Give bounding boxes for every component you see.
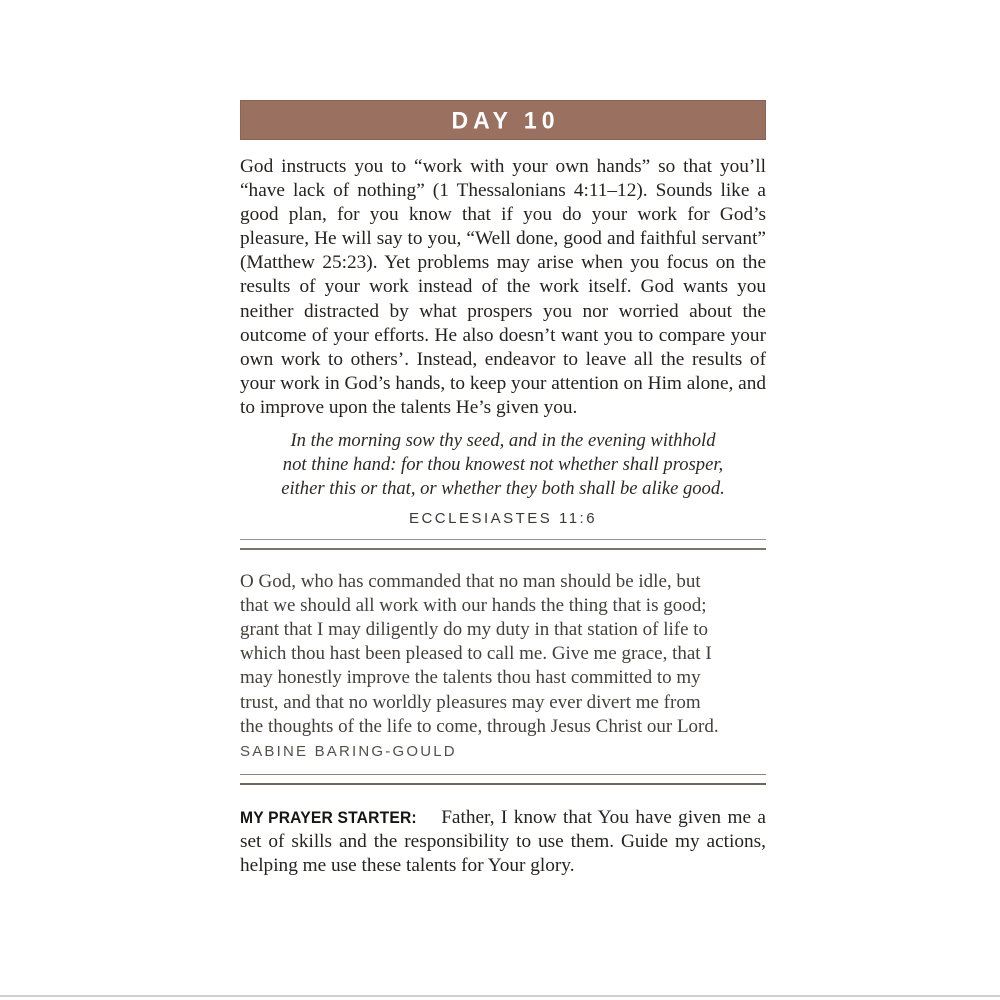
page-bottom-edge	[0, 995, 1000, 997]
intro-paragraph: God instructs you to “work with your own hands” so that you’ll “have lack of nothing” (1 Thessalonians 4:11–12). Sounds like a good plan, for you know that if you do your work for God’s pleasure, He will say to you, “Well done, good and faithful servant” (Matthew 25:23). Yet problems may arise when you focus on the results of your work instead of the work itself. God wants you neither distracted by what prospers you nor worried about the outcome of your efforts. He also doesn’t want you to compare your own work to others’. Instead, endeavor to leave all the results of your work in God’s hands, to keep your attention on Him alone, and to improve upon the talents He’s given you.	[240, 156, 766, 418]
prayer-starter-text: Father, I know that You have given me a set of skills and the responsibility to use them. Guide my actions, helping me use these talents for Your glory.	[240, 806, 766, 876]
scripture-quote	[240, 429, 766, 501]
scripture-reference: ECCLESIASTES 11:6	[408, 510, 598, 528]
content-column	[240, 100, 766, 878]
day-header-label: DAY 10	[451, 105, 560, 134]
scripture-line: either this or that, or whether they both shall be alike good.	[281, 478, 725, 500]
section-divider	[240, 539, 766, 550]
scripture-line: In the morning sow thy seed, and in the evening withhold	[290, 430, 716, 452]
prayer-starter-label: MY PRAYER STARTER:	[240, 807, 417, 827]
prayer-paragraph: O God, who has commanded that no man should be idle, but that we should all work with our hands the thing that is good; grant that I may diligently do my duty in that station of life to which thou hast been pleased to call me. Give me grace, that I may honestly improve the talents thou hast committed to my trust, and that no worldly pleasures may ever divert me from the thoughts of the life to come, through Jesus Christ our Lord.	[240, 571, 719, 737]
prayer-attribution: SABINE BARING-GOULD	[240, 742, 457, 760]
scripture-line: not thine hand: for thou knowest not whether shall prosper,	[282, 454, 724, 476]
prayer-starter-paragraph	[240, 806, 766, 878]
section-divider	[240, 774, 766, 785]
day-header-bar	[240, 100, 766, 140]
